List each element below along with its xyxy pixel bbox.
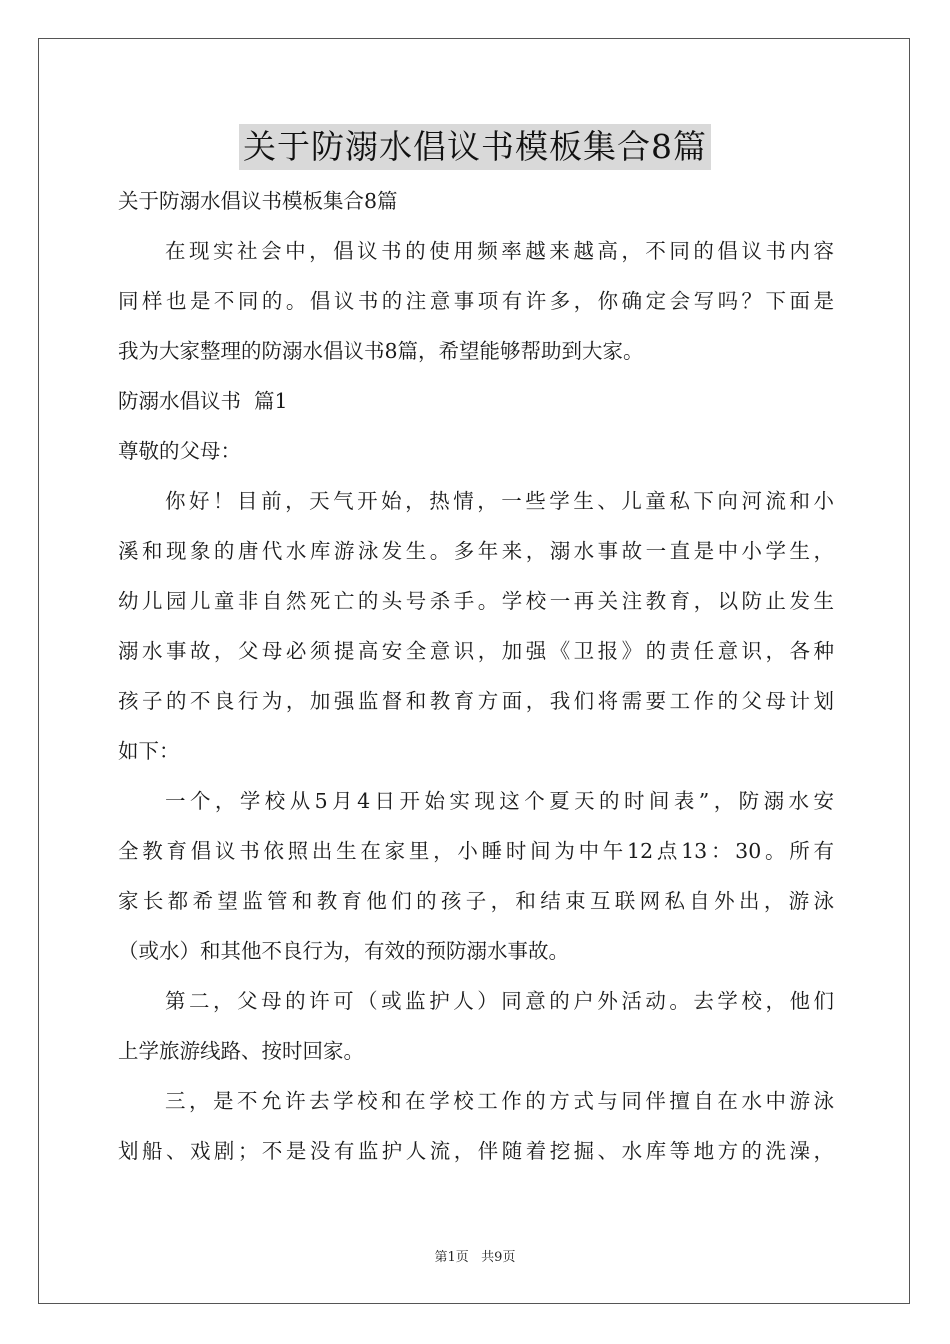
- paragraph-line: 家长都希望监管和教育他们的孩子，和结束互联网私自外出，游泳: [118, 889, 834, 913]
- paragraph-line: 我为大家整理的防溺水倡议书8篇，希望能够帮助到大家。: [118, 339, 644, 363]
- paragraph-line: 幼儿园儿童非自然死亡的头号杀手。学校一再关注教育，以防止发生: [118, 589, 834, 613]
- paragraph-line: 在现实社会中，倡议书的使用频率越来越高，不同的倡议书内容: [165, 239, 834, 263]
- paragraph-line: （或水）和其他不良行为，有效的预防溺水事故。: [118, 939, 569, 963]
- title-wrap: [0, 124, 950, 170]
- document-title: 关于防溺水倡议书模板集合8篇: [239, 124, 711, 170]
- page-footer: 第1页 共9页: [434, 1250, 516, 1265]
- paragraph-line: 孩子的不良行为，加强监督和教育方面，我们将需要工作的父母计划: [118, 689, 834, 713]
- paragraph-line: 如下：: [118, 739, 180, 763]
- paragraph-line: 一个，学校从5月4日开始实现这个夏天的时间表”，防溺水安: [165, 789, 834, 813]
- paragraph-line: 你好！目前，天气开始，热情，一些学生、儿童私下向河流和小: [165, 489, 834, 513]
- paragraph-line: 全教育倡议书依照出生在家里，小睡时间为中午12点13：30。所有: [118, 839, 834, 863]
- paragraph-line: 上学旅游线路、按时回家。: [118, 1039, 364, 1063]
- subtitle-line: 关于防溺水倡议书模板集合8篇: [118, 189, 398, 213]
- paragraph-line: 溪和现象的唐代水库游泳发生。多年来，溺水事故一直是中小学生，: [118, 539, 834, 563]
- salutation: 尊敬的父母：: [118, 439, 241, 463]
- paragraph-line: 溺水事故，父母必须提高安全意识，加强《卫报》的责任意识，各种: [118, 639, 834, 663]
- paragraph-line: 第二，父母的许可（或监护人）同意的户外活动。去学校，他们: [165, 989, 834, 1013]
- paragraph-line: 同样也是不同的。倡议书的注意事项有许多，你确定会写吗？下面是: [118, 289, 834, 313]
- paragraph-line: 三，是不允许去学校和在学校工作的方式与同伴擅自在水中游泳: [165, 1089, 834, 1113]
- paragraph-line: 划船、戏剧；不是没有监护人流，伴随着挖掘、水库等地方的洗澡，: [118, 1139, 834, 1163]
- section-heading: 防溺水倡议书 篇1: [118, 389, 288, 413]
- document-body: [118, 176, 834, 1176]
